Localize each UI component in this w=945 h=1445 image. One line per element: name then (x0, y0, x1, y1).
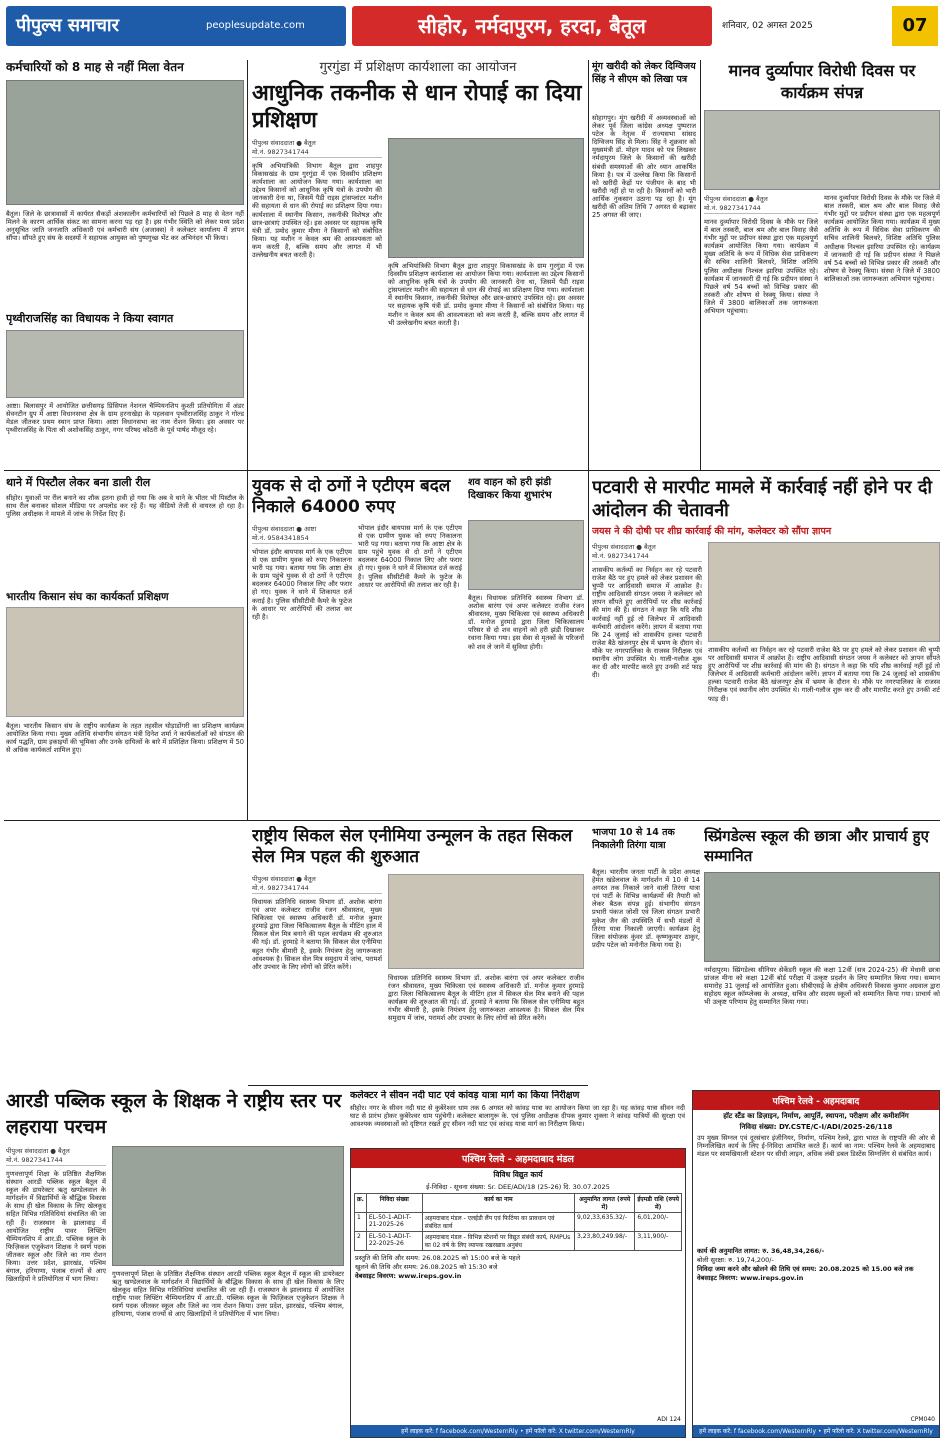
story-text-copy: मानव दुर्व्यापार विरोधी दिवस के मौके पर जिले में बाल तस्करी, बाल श्रम और बाल विवाह जैसे गंभीर मुद्दों पर प्रदीपन संस्था द्वारा एक महत्वपूर्ण कार्यक्रम आयोजित किया गया। कार्यक्रम में मुख्य अतिथि के रूप में विधिक सेवा प्राधिकरण की सचिव शालिनी बिलथरे, विशिष्ट अतिथि पुलिस अधीक्षक निश्चल झारिया उपस्थित रहे। कार्यक्रम में जानकारी दी गई कि प्रदीपन संस्था ने पिछले वर्ष 54 बच्चों को विभिन्न प्रकार की तस्करी और शोषण से रेस्क्यू किया। संस्था ने जिले में 3800 बालिकाओं तक जागरूकता अभियान पहुंचाया। (824, 194, 940, 283)
byline (252, 524, 352, 544)
submission-date: निविदा जमा करने और खोलने की तिथि एवं समय: 20.08.2025 को 15.00 बजे तक (697, 1265, 914, 1273)
story-text-copy: कृषि अभियांत्रिकी विभाग बैतूल द्वारा शाहपुर विकासखंड के ग्राम गुरगुंडा में एक दिवसीय प्रशिक्षण कार्यशाला का आयोजन किया गया। कार्यशाला का उद्देश्य किसानों को आधुनिक कृषि यंत्रों के उपयोग की जानकारी देना था, जिसमें पैडी राइस ट्रांसप्लांटर मशीन की सहायता से धान की रोपाई का प्रशिक्षण दिया गया। कार्यशाला में स्थानीय किसान, तकनीकी विशेषज्ञ और छात्र-छात्राएं उपस्थित रहे। इस अवसर पर सहायक कृषि यंत्री डॉ. प्रमोद कुमार मीणा ने किसानों को संबोधित किया। यह मशीन न केवल श्रम की आवश्यकता को कम करती है, बल्कि समय और लागत में भी उल्लेखनीय बचत करती है। (388, 262, 584, 327)
story-text-continued (824, 194, 940, 464)
mobile-number: मो.नं. 9584341854 (252, 534, 309, 542)
story-kisan (6, 590, 244, 815)
headline: कलेक्टर ने सीवन नदी घाट एवं कांवड़ यात्रा मार्ग का किया निरीक्षण (350, 1090, 580, 1101)
ad-footer[interactable]: हमें लाइक करें: f facebook.com/WesternRly • हमें फॉलो करें: X twitter.com/WesternRly (693, 1425, 939, 1437)
tender-website[interactable]: वेबसाइट विवरण: www.ireps.gov.in (697, 1274, 804, 1282)
story-text-continued (388, 262, 584, 462)
headline: भारतीय किसान संघ का कार्यकर्ता प्रशिक्षण (6, 591, 169, 603)
issue-date: शनिवार, 02 अगस्त 2025 (722, 21, 813, 31)
story-text: मानव दुर्व्यापार विरोधी दिवस के मौके पर जिले में बाल तस्करी, बाल श्रम और बाल विवाह जैसे गंभीर मुद्दों पर प्रदीपन संस्था द्वारा एक महत्वपूर्ण कार्यक्रम आयोजित किया गया। कार्यक्रम में मुख्य अतिथि के रूप में विधिक सेवा प्राधिकरण की सचिव शालिनी बिलथरे, विशिष्ट अतिथि पुलिस अधीक्षक निश्चल झारिया उपस्थित रहे। कार्यक्रम में जानकारी दी गई कि प्रदीपन संस्था ने पिछले वर्ष 54 बच्चों को विभिन्न प्रकार की तस्करी और शोषण से रेस्क्यू किया। संस्था ने जिले में 3800 बालिकाओं तक जागरूकता अभियान पहुंचाया। (704, 218, 818, 316)
story-text: सीहोर। नगर के सीवन नदी घाट से कुबेरेश्वर धाम तक 6 अगस्त को कांवड़ यात्रा का आयोजन किया जा रहा है। यह कांवड़ यात्रा सीवन नदी घाट से प्रारंभ होकर कुबेरेश्वर धाम पहुंचेगी। कलेक्टर बालागुरू के. एवं पुलिस अधीक्षक दीपक कुमार शुक्ला ने कांवड़ यात्रियों की सुरक्षा एवं आवश्यक व्यवस्थाओं को दृष्टिगत रखते हुए सीवन नदी घाट एवं कांवड़ यात्रा मार्ग का निरीक्षण किया। (350, 1104, 685, 1129)
headline: शव वाहन को हरी झंडी दिखाकर किया शुभारंभ (468, 477, 552, 501)
story-text-continued (112, 1270, 344, 1435)
row-rule (4, 820, 940, 821)
ad-subtitle: विविध विद्युत कार्य (493, 1170, 543, 1179)
byline (592, 542, 702, 562)
ad-tender-2 (692, 1090, 940, 1438)
photo-mla (6, 330, 244, 398)
story-text-continued (708, 646, 940, 814)
byline (6, 1146, 106, 1166)
photo-kisan (6, 607, 244, 717)
story-atm (252, 476, 462, 816)
story-text-continued (358, 524, 462, 814)
table-cell: अहमदाबाद मंडल - विभिन्न स्टेशनों पर विद्युत संबंधी कार्य, RMPUs का 02 वर्ष के लिए व्यापक रखरखाव अनुबंध (422, 1232, 574, 1251)
table-cell: EL-50-1-ADI-T-22-2025-26 (366, 1232, 422, 1251)
tender-details (351, 1251, 685, 1284)
photo-employees (6, 80, 244, 205)
byline-text: पीपुल्स संवाददाता ● आष्टा (252, 525, 317, 533)
mobile-number: मो.नं. 9827341744 (704, 204, 761, 212)
story-text: बैतूल। विधायक प्रतिनिधि स्वास्थ्य विभाग डॉ. अशोक बारंगा एवं अपर कलेक्टर राजीव रंजन श्रीवास्तव, मुख्य चिकित्सा एवं स्वास्थ्य अधिकारी डॉ. मनोज हुरमाड़े द्वारा जिला चिकित्सालय परिसर से दो शव वाहनों को हरी झंडी दिखाकर रवाना किया गया। इस सेवा से मृतकों के परिजनों को शव ले जाने में सुविधा होगी। (468, 594, 584, 651)
tender-number: निविदा संख्या: DY.CSTE/C-I/ADI/2025-26/118 (739, 1123, 893, 1131)
kicker: गुरगुंडा में प्रशिक्षण कार्यशाला का आयोजन (319, 60, 517, 75)
column-header: अनुमानित लागत (रुपये में) (575, 1194, 635, 1213)
headline: भाजपा 10 से 14 तक निकालेगी तिरंगा यात्रा (592, 827, 675, 851)
tender-details (693, 1244, 939, 1286)
table-row (355, 1232, 682, 1251)
story-patwari (592, 476, 940, 816)
mobile-number: मो.नं. 9827341744 (252, 884, 309, 892)
column-header: क्र. (355, 1194, 367, 1213)
tender-table (354, 1193, 682, 1251)
story-text: आष्टा। बिलासपुर में आयोजित छत्तीसगढ़ प्रिंसिपल नेशनल चैम्पियनशिप कुश्ती प्रतियोगिता में अंडर सेवनटीन ग्रुप में आष्टा विधानसभा क्षेत्र के ग्राम हरनाखेड़ा के पहलवान पृथ्वीराजसिंह ठाकुर ने गोल्ड मेडल जीतकर प्रथम स्थान प्राप्त किया। आष्टा विधानसभा का नाम रोशन किया। इस अवसर पर पृथ्वीराजसिंह के पिता श्री अशोकसिंह ठाकुर, नगर परिषद कोठरी के पूर्व पार्षद मौजूद रहे। (6, 402, 244, 435)
headline: मूंग खरीदी को लेकर दिग्विजय सिंह ने सीएम को लिखा पत्र (592, 61, 696, 85)
photo-patwari (708, 542, 940, 642)
tender-table-wrap (351, 1193, 685, 1251)
column-rule (588, 60, 589, 620)
table-cell: 6,01,200/- (635, 1213, 682, 1232)
photo-paddy (388, 138, 584, 258)
newspaper-logo: पीपुल्स समाचार (16, 15, 119, 36)
headline: पृथ्वीराजसिंह का विधायक ने किया स्वागत (6, 312, 174, 325)
story-moong (592, 60, 696, 465)
row-rule (4, 470, 940, 471)
region-banner (352, 6, 712, 46)
byline-text: पीपुल्स संवाददाता ● बैतूल (252, 139, 316, 147)
headline: थाने में पिस्टौल लेकर बना डाली रील (6, 476, 151, 489)
website-label[interactable]: peoplesupdate.com (206, 20, 305, 31)
byline (704, 194, 818, 214)
column-header: निविदा संख्या (366, 1194, 422, 1213)
story-text-copy: विधायक प्रतिनिधि स्वास्थ्य विभाग डॉ. अशोक बारंगा एवं अपर कलेक्टर राजीव रंजन श्रीवास्तव, मुख्य चिकित्सा एवं स्वास्थ्य अधिकारी डॉ. मनोज कुमार हुरमाड़े द्वारा जिला चिकित्सालय बैतूल के मीटिंग हाल में सिकल सेल मित्र बनाने की पहल कार्यक्रम की शुरुआत की गई। डॉ. हुरमाड़े ने बताया कि सिकल सेल एनीमिया बहुत गंभीर बीमारी है, इसके नियंत्रण हेतु जागरूकता आवश्यक है। सिकल सेल मित्र समुदाय में जांच, परामर्श और उपचार के लिए लोगों को प्रेरित करेंगे। (388, 974, 584, 1023)
tender-website[interactable]: वेबसाइट विवरण: www.ireps.gov.in (355, 1272, 462, 1280)
estimated-cost: कार्य की अनुमानित लागत: रु. 36,48,34,266/- (697, 1247, 825, 1255)
masthead (0, 0, 945, 52)
story-text: भोपाल इंदौर बायपास मार्ग के एक एटीएम से एक ग्रामीण युवक को रुपए निकालना भारी पड़ गया। बताया गया कि आष्टा क्षेत्र के ग्राम पहुंचे युवक से दो ठगों ने एटीएम बदलकर 64000 निकाल लिए और फरार हो गए। युवक ने थाने में शिकायत दर्ज कराई है। पुलिस सीसीटीवी कैमरे के फुटेज के आधार पर आरोपियों की तलाश कर रही है। (252, 548, 352, 621)
story-text: बैतूल। जिले के छात्रावासों में कार्यरत सैकड़ों अंशकालीन कर्मचारियों को पिछले 8 माह से वेतन नहीं मिलने के कारण आर्थिक संकट का सामना करना पड़ रहा है। इस गंभीर स्थिति को लेकर मध्य प्रदेश अनुसूचित जाति जनजाति अधिकारी एवं कर्मचारी संघ (अजाक्स) ने कलेक्टर कार्यालय में ज्ञापन सौंपा। सौंपते हुए संघ के सदस्यों ने सहायक आयुक्त को पुष्पगुच्छ भेंट कर अभिनंदन भी किया। (6, 210, 244, 243)
byline-text: पीपुल्स संवाददाता ● बैतूल (704, 195, 768, 203)
ad-code: CPM040 (910, 1416, 935, 1423)
column-header: ईएमडी राशि (रुपये में) (635, 1194, 682, 1213)
table-cell: अहमदाबाद मंडल - एलईडी लैंप एवं फिटिंग्स का प्रावधान एवं संबंधित कार्य (422, 1213, 574, 1232)
table-row (355, 1213, 682, 1232)
region-title: सीहोर, नर्मदापुरम, हरदा, बैतूल (418, 14, 646, 38)
subhead: जयस ने की दोषी पर शीघ्र कार्रवाई की मांग, कलेक्टर को सौंपा ज्ञापन (592, 526, 832, 537)
story-text: सीहोर। युवाओं पर रील बनाने का शौक इतना हावी हो गया कि अब वे थाने के भीतर भी पिस्टौल के साथ रील बनाकर सोशल मीडिया पर अपलोड कर रहे हैं। यह वीडियो तेजी से वायरल हो रहा है। पुलिस अधीक्षक ने मामले में जांच के निर्देश दिए हैं। (6, 494, 244, 519)
story-springdales (704, 826, 940, 1081)
story-text-copy: गुणवत्तापूर्ण शिक्षा के प्रतिष्ठित शैक्षणिक संस्थान आरडी पब्लिक स्कूल बैतूल में स्कूल की डायरेक्टर ऋतु खण्डेलवाल के मार्गदर्शन में विद्यार्थियों के बौद्धिक विकास के साथ ही खेल विकास के लिए खेलकूद सहित विभिन्न गतिविधियां संचालित की जा रही हैं। राजस्थान के झालावाड़ में आयोजित राष्ट्रीय पावर लिफ्टिंग चैम्पियनशिप में आर.डी. पब्लिक स्कूल के फिज़िकल एजुकेशन शिक्षक ने स्वर्ण पदक जीतकर स्कूल और जिले का नाम रोशन किया। उत्तर प्रदेश, झारखंड, पश्चिम बंगाल, हरियाणा, पंजाब राज्यों से आए खिलाड़ियों ने प्रतियोगिता में भाग लिया। (112, 1270, 344, 1319)
story-text-copy: भोपाल इंदौर बायपास मार्ग के एक एटीएम से एक ग्रामीण युवक को रुपए निकालना भारी पड़ गया। बताया गया कि आष्टा क्षेत्र के ग्राम पहुंचे युवक से दो ठगों ने एटीएम बदलकर 64000 निकाल लिए और फरार हो गए। युवक ने थाने में शिकायत दर्ज कराई है। पुलिस सीसीटीवी कैमरे के फुटेज के आधार पर आरोपियों की तलाश कर रही है। (358, 524, 462, 589)
bid-security: बोली सुरक्षा: रु. 19,74,200/- (697, 1256, 774, 1264)
photo-rdpublic (112, 1146, 344, 1266)
headline: पटवारी से मारपीट मामले में कार्रवाई नहीं होने पर दी आंदोलन की चेतावनी (592, 477, 933, 521)
opening-date: खुलने की तिथि और समय: 26.08.2025 को 15:30 बजे (355, 1263, 498, 1271)
story-text: शासकीय कर्तव्यों का निर्वहन कर रहे पटवारी राजेश बैठे पर हुए हमले को लेकर प्रशासन की चुप्पी पर आदिवासी समाज में आक्रोश है। राष्ट्रीय आदिवासी संगठन जयस ने कलेक्टर को ज्ञापन सौंपते हुए आरोपियों पर शीघ्र कार्रवाई की मांग की है। संगठन ने कहा कि यदि शीघ्र कार्रवाई नहीं हुई तो जिलेभर में आदिवासी कर्मचारी आंदोलन करेंगे। ज्ञापन में बताया गया कि 24 जुलाई को शासकीय हल्का पटवारी राजेश बैठे खंजनपुर क्षेत्र में भ्रमण के दौरान थे। मौके पर नगरपालिका के राजस्व निरीक्षक एवं स्थानीय लोग उपस्थित थे। गाली-गलौज शुरू कर दी और मारपीट करते हुए उनकी शर्ट फाड़ दी। (592, 566, 702, 680)
photo-sickle (388, 874, 584, 969)
story-vehicle (468, 476, 584, 816)
story-rdpublic-head (6, 1088, 344, 1438)
story-bjp (592, 826, 700, 1081)
table-cell: 9,02,33,635.32/- (575, 1213, 635, 1232)
story-mla (6, 312, 244, 462)
column-header: कार्य का नाम (422, 1194, 574, 1213)
tender-body: उप मुख्य सिग्नल एवं दूरसंचार इंजीनियर, निर्माण, पश्चिम रेलवे, द्वारा भारत के राष्ट्रपति की ओर से निम्नलिखित कार्य के लिए ई-निविदा आमंत्रित करते हैं। कार्य का नाम: पश्चिम रेलवे के अहमदाबाद मंडल पर सामखियाली स्टेशन पर सीधी लाइन, अधिक लंबी डबल डिस्टेंस सिग्नलिंग से संबंधित कार्य। (697, 1134, 935, 1159)
photo-traffic (704, 110, 940, 190)
page-number: 07 (902, 15, 928, 36)
column-rule (700, 60, 701, 470)
ad-code: ADI 124 (657, 1416, 681, 1423)
story-text: विधायक प्रतिनिधि स्वास्थ्य विभाग डॉ. अशोक बारंगा एवं अपर कलेक्टर राजीव रंजन श्रीवास्तव, मुख्य चिकित्सा एवं स्वास्थ्य अधिकारी डॉ. मनोज कुमार हुरमाड़े द्वारा जिला चिकित्सालय बैतूल के मीटिंग हाल में सिकल सेल मित्र बनाने की पहल कार्यक्रम की शुरुआत की गई। डॉ. हुरमाड़े ने बताया कि सिकल सेल एनीमिया बहुत गंभीर बीमारी है, इसके नियंत्रण हेतु जागरूकता आवश्यक है। सिकल सेल मित्र समुदाय में जांच, परामर्श और उपचार के लिए लोगों को प्रेरित करेंगे। (252, 898, 382, 971)
byline-text: पीपुल्स संवाददाता ● बैतूल (592, 543, 656, 551)
headline: कर्मचारियों को 8 माह से नहीं मिला वेतन (6, 60, 184, 74)
ad-footer[interactable]: हमें लाइक करें: f facebook.com/WesternRly • हमें फॉलो करें: X twitter.com/WesternRly (351, 1425, 685, 1437)
mobile-number: मो.नं. 9827341744 (592, 552, 649, 560)
photo-springdales (704, 872, 940, 962)
byline-text: पीपुल्स संवाददाता ● बैतूल (252, 875, 316, 883)
table-cell: 2 (355, 1232, 367, 1251)
tender-number: ई-निविदा - सूचना संख्या: Sr. DEE/ADI/18 (25-26) दि. 30.07.2025 (426, 1183, 610, 1191)
story-pistol (6, 476, 244, 586)
story-collector (350, 1090, 685, 1144)
story-paddy (252, 60, 584, 465)
story-employees (6, 60, 244, 310)
table-cell: 3,11,900/- (635, 1232, 682, 1251)
table-header-row (355, 1194, 682, 1213)
headline: मानव दुर्व्यापार विरोधी दिवस पर कार्यक्रम संपन्न (728, 61, 916, 102)
byline-text: पीपुल्स संवाददाता ● बैतूल (6, 1147, 70, 1155)
headline: आरडी पब्लिक स्कूल के शिक्षक ने राष्ट्रीय स्तर पर लहराया परचम (6, 1090, 342, 1138)
page-number-box (892, 6, 938, 46)
story-text-copy: शासकीय कर्तव्यों का निर्वहन कर रहे पटवारी राजेश बैठे पर हुए हमले को लेकर प्रशासन की चुप्पी पर आदिवासी समाज में आक्रोश है। राष्ट्रीय आदिवासी संगठन जयस ने कलेक्टर को ज्ञापन सौंपते हुए आरोपियों पर शीघ्र कार्रवाई की मांग की है। संगठन ने कहा कि यदि शीघ्र कार्रवाई नहीं हुई तो जिलेभर में आदिवासी कर्मचारी आंदोलन करेंगे। ज्ञापन में बताया गया कि 24 जुलाई को शासकीय हल्का पटवारी राजेश बैठे खंजनपुर क्षेत्र में भ्रमण के दौरान थे। मौके पर नगरपालिका के राजस्व निरीक्षक एवं स्थानीय लोग उपस्थित थे। गाली-गलौज शुरू कर दी और मारपीट करते हुए उनकी शर्ट फाड़ दी। (708, 646, 940, 703)
ad-title: पश्चिम रेलवे - अहमदाबाद (693, 1091, 939, 1110)
story-text-continued (388, 974, 584, 1079)
story-text: गुणवत्तापूर्ण शिक्षा के प्रतिष्ठित शैक्षणिक संस्थान आरडी पब्लिक स्कूल बैतूल में स्कूल की डायरेक्टर ऋतु खण्डेलवाल के मार्गदर्शन में विद्यार्थियों के बौद्धिक विकास के साथ ही खेल विकास के लिए खेलकूद सहित विभिन्न गतिविधियां संचालित की जा रही हैं। राजस्थान के झालावाड़ में आयोजित राष्ट्रीय पावर लिफ्टिंग चैम्पियनशिप में आर.डी. पब्लिक स्कूल के फिज़िकल एजुकेशन शिक्षक ने स्वर्ण पदक जीतकर स्कूल और जिले का नाम रोशन किया। उत्तर प्रदेश, झारखंड, पश्चिम बंगाल, हरियाणा, पंजाब राज्यों से आए खिलाड़ियों ने प्रतियोगिता में भाग लिया। (6, 1170, 106, 1284)
byline (252, 874, 382, 894)
mobile-number: मो.नं. 9827341744 (252, 148, 309, 156)
logo-box (6, 6, 346, 46)
table-cell: EL-50-1-ADI-T-21-2025-26 (366, 1213, 422, 1232)
column-rule (247, 60, 248, 820)
table-cell: 1 (355, 1213, 367, 1232)
story-text: नर्मदापुरम। स्प्रिंगडेल्स सीनियर सेकेंडरी स्कूल की कक्षा 12वीं (सत्र 2024-25) की मेधावी छात्रा प्रांजल मीना को कक्षा 12वीं बोर्ड परीक्षा में उत्कृष्ट प्रदर्शन के लिए सम्मानित किया गया। सम्मान समारोह 31 जुलाई को आयोजित हुआ। सीबीएसई के क्षेत्रीय अधिकारी विकास कुमार अग्रवाल द्वारा सहोदय स्कूल कॉम्प्लेक्स के अध्यक्ष, सचिव और सदस्य स्कूलों को सम्मानित किया गया। प्राचार्य को भी उत्कृष्ट परिणाम हेतु सम्मानित किया गया। (704, 966, 940, 1007)
headline: युवक से दो ठगों ने एटीएम बदल निकाले 64000 रुपए (252, 476, 451, 517)
headline: स्प्रिंगडेल्स स्कूल की छात्रा और प्राचार्य हुए सम्मानित (704, 827, 929, 865)
closing-date: प्रस्तुति की तिथि और समय: 26.08.2025 को 15:00 बजे के पहले (355, 1254, 521, 1262)
story-text: कृषि अभियांत्रिकी विभाग बैतूल द्वारा शाहपुर विकासखंड के ग्राम गुरगुंडा में एक दिवसीय प्रशिक्षण कार्यशाला का आयोजन किया गया। कार्यशाला का उद्देश्य किसानों को आधुनिक कृषि यंत्रों के उपयोग की जानकारी देना था, जिसमें पैडी राइस ट्रांसप्लांटर मशीन की सहायता से धान की रोपाई का प्रशिक्षण दिया गया। कार्यशाला में स्थानीय किसान, तकनीकी विशेषज्ञ और छात्र-छात्राएं उपस्थित रहे। इस अवसर पर सहायक कृषि यंत्री डॉ. प्रमोद कुमार मीणा ने किसानों को संबोधित किया। यह मशीन न केवल श्रम की आवश्यकता को कम करती है, बल्कि समय और लागत में भी उल्लेखनीय बचत करती है। (252, 162, 382, 260)
headline: आधुनिक तकनीक से धान रोपाई का दिया प्रशिक्षण (252, 81, 582, 133)
story-sickle (252, 826, 584, 1081)
story-text: सोहागपुर। मूंग खरीदी में अव्यवस्थाओं को लेकर पूर्व जिला कांग्रेस अध्यक्ष पुष्पराज पटेल के नेतृत्व में राज्यसभा सांसद दिग्विजय सिंह से मिला। सिंह ने शुक्रवार को मुख्यमंत्री डॉ. मोहन यादव को पत्र लिखकर नर्मदापुरम जिले के किसानों की खरीदी संबंधी समस्याओं की ओर ध्यान आकर्षित किया है। पत्र में उल्लेख किया कि किसानों को खरीदी केंद्रों पर पंजीयन के बाद भी खरीदी नहीं हो पा रही है। किसानों को भारी आर्थिक नुकसान उठाना पड़ रहा है। मूंग खरीदी की अंतिम तिथि 7 अगस्त से बढ़ाकर 25 अगस्त की जाए। (592, 114, 696, 220)
ad-subtitle: हॉट स्टैंड का डिज़ाइन, निर्माण, आपूर्ति, स्थापना, परीक्षण और कमीशनिंग (723, 1112, 909, 1120)
story-text: बैतूल। भारतीय जनता पार्टी के प्रदेश अध्यक्ष हेमंत खंडेलवाल के मार्गदर्शन में 10 से 14 अगस्त तक निकाले जाने वाली तिरंगा यात्रा एवं पार्टी के विभिन्न कार्यक्रमों की तैयारी को लेकर बैठक संपन्न हुई। संभागीय संगठन प्रभारी पंकज जोशी एवं जिला संगठन प्रभारी मुकेश जैन की उपस्थिति में सभी मंडलों में तिरंगा यात्रा निकाली जाएगी। कार्यक्रम हेतु जिला संयोजक कुंवर डॉ. कृष्णकुमार ठाकुर, प्रदीप पटेल को मनोनीत किया गया है। (592, 868, 700, 949)
table-cell: 3,23,80,249.98/- (575, 1232, 635, 1251)
story-text: बैतूल। भारतीय किसान संघ के राष्ट्रीय कार्यक्रम के तहत तहसील घोड़ाडोंगरी का प्रशिक्षण कार्यक्रम आयोजित किया गया। मुख्य अतिथि संभागीय संगठन मंत्री दिनेश शर्मा ने कार्यकर्ताओं को संगठन की कार्य पद्धति, ग्राम इकाइयों की भूमिका और उनके दायित्वों के बारे में प्रशिक्षित किया। प्रशिक्षण में 50 से अधिक कार्यकर्ता शामिल हुए। (6, 722, 244, 755)
byline (252, 138, 382, 158)
mobile-number: मो.नं. 9827341744 (6, 1156, 63, 1164)
row-rule (248, 1085, 588, 1086)
headline: राष्ट्रीय सिकल सेल एनीमिया उन्मूलन के तहत सिकल सेल मित्र पहल की शुरुआत (252, 826, 573, 867)
photo-vehicle (468, 520, 584, 590)
ad-tender-1 (350, 1148, 686, 1438)
ad-title: पश्चिम रेलवे - अहमदाबाद मंडल (351, 1149, 685, 1168)
story-traffic (704, 60, 940, 465)
